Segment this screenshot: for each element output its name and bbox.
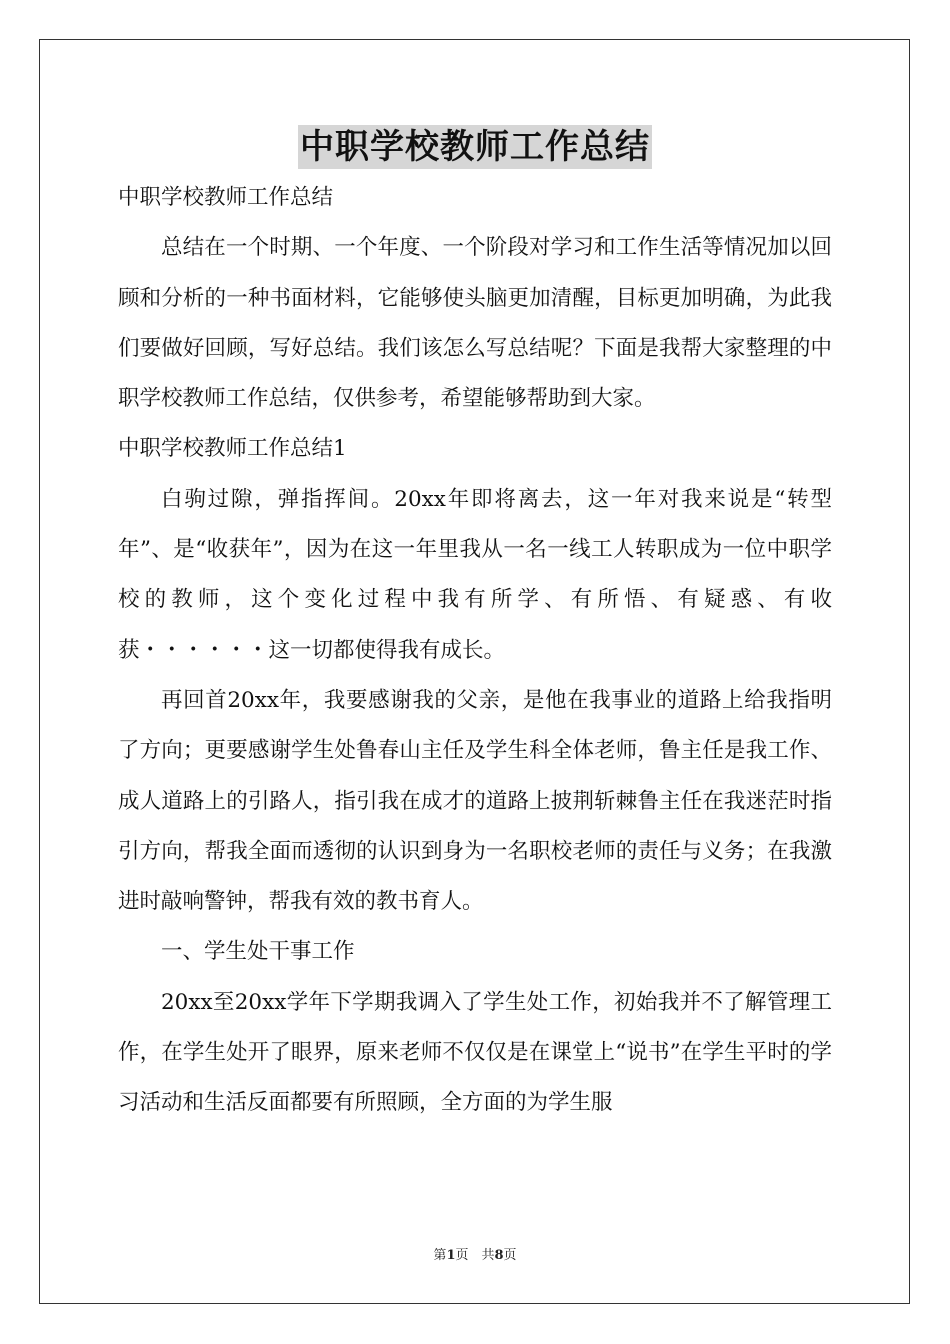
paragraph: 中职学校教师工作总结1 bbox=[118, 436, 347, 462]
page-suffix: 页 bbox=[503, 1248, 517, 1263]
document-title: 中职学校教师工作总结 bbox=[300, 127, 650, 167]
section-heading: 一、学生处干事工作 bbox=[161, 939, 355, 965]
document-body bbox=[118, 173, 832, 1129]
paragraph: 20xx至20xx学年下学期我调入了学生处工作，初始我并不了解管理工作，在学生处开了眼界，原来老师不仅仅是在课堂上“说书”在学生平时的学习活动和生活反面都要有所照顾，全方面的为学生服 bbox=[118, 989, 832, 1116]
page-prefix: 第 bbox=[433, 1248, 447, 1263]
total-page-number: 8 bbox=[494, 1248, 504, 1263]
page-mid: 页 共 bbox=[455, 1248, 495, 1263]
page-footer bbox=[0, 1247, 950, 1265]
paragraph: 总结在一个时期、一个年度、一个阶段对学习和工作生活等情况加以回顾和分析的一种书面材料，它能够使头脑更加清醒，目标更加明确，为此我们要做好回顾，写好总结。我们该怎么写总结呢？下面是我帮大家整理的中职学校教师工作总结，仅供参考，希望能够帮助到大家。 bbox=[118, 235, 832, 412]
paragraph: 再回首20xx年，我要感谢我的父亲，是他在我事业的道路上给我指明了方向；更要感谢学生处鲁春山主任及学生科全体老师，鲁主任是我工作、成人道路上的引路人，指引我在成才的道路上披荆斩棘鲁主任在我迷茫时指引方向，帮我全面而透彻的认识到身为一名职校老师的责任与义务；在我激进时敲响警钟，帮我有效的教书育人。 bbox=[118, 687, 832, 915]
title-container bbox=[0, 125, 950, 169]
paragraph: 白驹过隙，弹指挥间。20xx年即将离去，这一年对我来说是“转型年”、是“收获年”，因为在这一年里我从一名一线工人转职成为一位中职学校的教师，这个变化过程中我有所学、有所悟、有疑惑、有收获・・・・・・这一切都使得我有成长。 bbox=[118, 486, 832, 663]
current-page-number: 1 bbox=[446, 1248, 456, 1263]
paragraph: 中职学校教师工作总结 bbox=[118, 185, 334, 210]
